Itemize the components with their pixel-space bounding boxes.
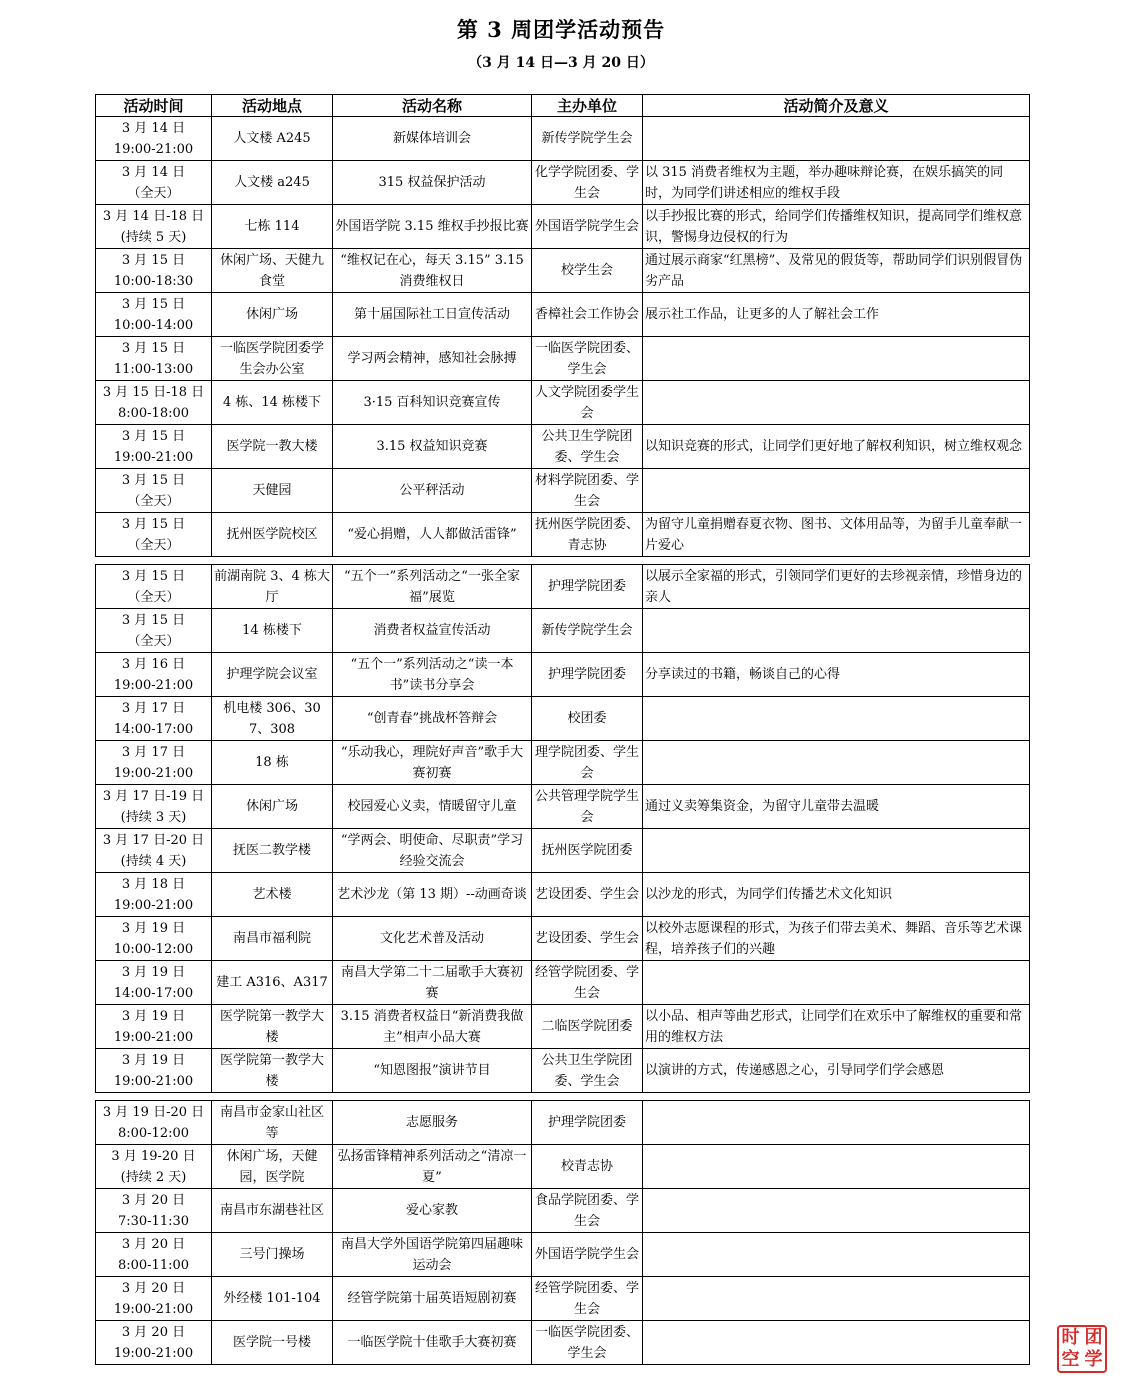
cell-time: 3 月 14 日-18 日 (持续 5 天) xyxy=(96,205,212,249)
cell-description xyxy=(643,609,1030,653)
cell-description: 以小品、相声等曲艺形式，让同学们在欢乐中了解维权的重要和常用的维权方法 xyxy=(643,1005,1030,1049)
cell-time: 3 月 14 日 19:00-21:00 xyxy=(96,117,212,161)
cell-organizer: 理学院团委、学生会 xyxy=(532,741,643,785)
cell-activity-name: 经管学院第十届英语短剧初赛 xyxy=(333,1277,532,1321)
cell-description: 通过义卖筹集资金，为留守儿童带去温暖 xyxy=(643,785,1030,829)
stamp-char: 团 xyxy=(1084,1327,1103,1348)
cell-organizer: 公共管理学院学生会 xyxy=(532,785,643,829)
cell-time: 3 月 15 日 19:00-21:00 xyxy=(96,425,212,469)
cell-organizer: 抚州医学院团委、青志协 xyxy=(532,513,643,557)
cell-organizer: 化学学院团委、学生会 xyxy=(532,161,643,205)
schedule-table-part-1 xyxy=(95,94,1030,557)
cell-time: 3 月 20 日 8:00-11:00 xyxy=(96,1233,212,1277)
cell-description xyxy=(643,1233,1030,1277)
cell-activity-name: 校园爱心义卖，情暖留守儿童 xyxy=(333,785,532,829)
table-row xyxy=(96,873,1030,917)
cell-activity-name: “爱心捐赠，人人都做活雷锋” xyxy=(333,513,532,557)
table-row xyxy=(96,829,1030,873)
cell-time: 3 月 19 日 10:00-12:00 xyxy=(96,917,212,961)
cell-organizer: 经管学院团委、学生会 xyxy=(532,1277,643,1321)
table-row xyxy=(96,609,1030,653)
cell-description xyxy=(643,469,1030,513)
cell-time: 3 月 20 日 19:00-21:00 xyxy=(96,1321,212,1365)
cell-location: 14 栋楼下 xyxy=(212,609,333,653)
cell-location: 休闲广场 xyxy=(212,785,333,829)
cell-time: 3 月 15 日-18 日 8:00-18:00 xyxy=(96,381,212,425)
cell-description: 以沙龙的形式，为同学们传播艺术文化知识 xyxy=(643,873,1030,917)
cell-location: 医学院一教大楼 xyxy=(212,425,333,469)
cell-location: 18 栋 xyxy=(212,741,333,785)
cell-organizer: 护理学院团委 xyxy=(532,653,643,697)
cell-location: 机电楼 306、307、308 xyxy=(212,697,333,741)
cell-activity-name: “学两会、明使命、尽职责”学习经验交流会 xyxy=(333,829,532,873)
cell-time: 3 月 14 日 （全天） xyxy=(96,161,212,205)
cell-location: 抚州医学院校区 xyxy=(212,513,333,557)
cell-description xyxy=(643,1189,1030,1233)
cell-organizer: 校团委 xyxy=(532,697,643,741)
cell-description xyxy=(643,1321,1030,1365)
cell-organizer: 抚州医学院团委 xyxy=(532,829,643,873)
cell-description xyxy=(643,381,1030,425)
cell-time: 3 月 19-20 日 (持续 2 天) xyxy=(96,1145,212,1189)
header-activity-name: 活动名称 xyxy=(333,95,532,117)
cell-time: 3 月 19 日 14:00-17:00 xyxy=(96,961,212,1005)
table-row xyxy=(96,785,1030,829)
cell-description: 分享读过的书籍，畅谈自己的心得 xyxy=(643,653,1030,697)
cell-activity-name: 3.15 消费者权益日“新消费我做主”相声小品大赛 xyxy=(333,1005,532,1049)
watermark-stamp-logo xyxy=(1057,1325,1107,1373)
cell-location: 护理学院会议室 xyxy=(212,653,333,697)
cell-organizer: 公共卫生学院团委、学生会 xyxy=(532,1049,643,1093)
cell-location: 天健园 xyxy=(212,469,333,513)
cell-location: 外经楼 101-104 xyxy=(212,1277,333,1321)
cell-activity-name: “知恩图报”演讲节目 xyxy=(333,1049,532,1093)
cell-time: 3 月 19 日 19:00-21:00 xyxy=(96,1049,212,1093)
cell-time: 3 月 15 日 （全天） xyxy=(96,565,212,609)
page-title: 第 3 周团学活动预告 xyxy=(456,17,666,42)
header-organizer: 主办单位 xyxy=(532,95,643,117)
cell-activity-name: “五个一”系列活动之“读一本书”读书分享会 xyxy=(333,653,532,697)
cell-activity-name: 3·15 百科知识竞赛宣传 xyxy=(333,381,532,425)
cell-organizer: 外国语学院学生会 xyxy=(532,205,643,249)
cell-location: 人文楼 A245 xyxy=(212,117,333,161)
header-location: 活动地点 xyxy=(212,95,333,117)
cell-activity-name: 消费者权益宣传活动 xyxy=(333,609,532,653)
cell-time: 3 月 20 日 19:00-21:00 xyxy=(96,1277,212,1321)
cell-organizer: 人文学院团委学生会 xyxy=(532,381,643,425)
cell-organizer: 新传学院学生会 xyxy=(532,609,643,653)
cell-description: 以校外志愿课程的形式，为孩子们带去美术、舞蹈、音乐等艺术课程，培养孩子们的兴趣 xyxy=(643,917,1030,961)
cell-organizer: 艺设团委、学生会 xyxy=(532,873,643,917)
schedule-table-part-3 xyxy=(95,1100,1030,1365)
cell-location: 休闲广场，天健园，医学院 xyxy=(212,1145,333,1189)
table-row xyxy=(96,161,1030,205)
cell-description: 以知识竞赛的形式，让同学们更好地了解权利知识，树立维权观念 xyxy=(643,425,1030,469)
cell-description xyxy=(643,697,1030,741)
table-row xyxy=(96,1101,1030,1145)
cell-location: 人文楼 a245 xyxy=(212,161,333,205)
cell-time: 3 月 15 日 （全天） xyxy=(96,469,212,513)
cell-description: 以 315 消费者维权为主题，举办趣味辩论赛，在娱乐搞笑的同时，为同学们讲述相应的维权手段 xyxy=(643,161,1030,205)
table-header-row xyxy=(96,95,1030,117)
table-row xyxy=(96,697,1030,741)
table-row xyxy=(96,1189,1030,1233)
cell-location: 4 栋、14 栋楼下 xyxy=(212,381,333,425)
cell-organizer: 食品学院团委、学生会 xyxy=(532,1189,643,1233)
cell-organizer: 公共卫生学院团委、学生会 xyxy=(532,425,643,469)
cell-description: 以展示全家福的形式，引领同学们更好的去珍视亲情，珍惜身边的亲人 xyxy=(643,565,1030,609)
cell-location: 医学院一号楼 xyxy=(212,1321,333,1365)
cell-location: 休闲广场、天健九食堂 xyxy=(212,249,333,293)
cell-organizer: 护理学院团委 xyxy=(532,565,643,609)
cell-time: 3 月 19 日-20 日 8:00-12:00 xyxy=(96,1101,212,1145)
stamp-char: 时 xyxy=(1061,1327,1080,1348)
cell-organizer: 一临医学院团委、学生会 xyxy=(532,1321,643,1365)
cell-location: 一临医学院团委学生会办公室 xyxy=(212,337,333,381)
cell-organizer: 校青志协 xyxy=(532,1145,643,1189)
cell-description: 通过展示商家“红黑榜”、及常见的假货等，帮助同学们识别假冒伪劣产品 xyxy=(643,249,1030,293)
cell-description xyxy=(643,829,1030,873)
cell-organizer: 外国语学院学生会 xyxy=(532,1233,643,1277)
cell-organizer: 二临医学院团委 xyxy=(532,1005,643,1049)
cell-description xyxy=(643,1277,1030,1321)
header-description: 活动简介及意义 xyxy=(643,95,1030,117)
cell-time: 3 月 15 日 10:00-18:30 xyxy=(96,249,212,293)
cell-time: 3 月 15 日 （全天） xyxy=(96,609,212,653)
table-row xyxy=(96,741,1030,785)
cell-description: 以手抄报比赛的形式，给同学们传播维权知识，提高同学们维权意识，警惕身边侵权的行为 xyxy=(643,205,1030,249)
cell-description xyxy=(643,337,1030,381)
stamp-char: 空 xyxy=(1061,1349,1080,1370)
cell-description xyxy=(643,741,1030,785)
cell-location: 七栋 114 xyxy=(212,205,333,249)
cell-time: 3 月 16 日 19:00-21:00 xyxy=(96,653,212,697)
table-row xyxy=(96,653,1030,697)
cell-activity-name: 南昌大学外国语学院第四届趣味运动会 xyxy=(333,1233,532,1277)
table-row xyxy=(96,565,1030,609)
cell-activity-name: 学习两会精神，感知社会脉搏 xyxy=(333,337,532,381)
table-row xyxy=(96,1233,1030,1277)
table-row xyxy=(96,1321,1030,1365)
cell-location: 前湖南院 3、4 栋大厅 xyxy=(212,565,333,609)
cell-location: 休闲广场 xyxy=(212,293,333,337)
table-row xyxy=(96,1145,1030,1189)
header-time: 活动时间 xyxy=(96,95,212,117)
cell-location: 南昌市金家山社区等 xyxy=(212,1101,333,1145)
page-subtitle: （3 月 14 日—3 月 20 日） xyxy=(468,55,654,71)
cell-description xyxy=(643,1145,1030,1189)
cell-time: 3 月 18 日 19:00-21:00 xyxy=(96,873,212,917)
cell-location: 艺术楼 xyxy=(212,873,333,917)
cell-activity-name: “创青春”挑战杯答辩会 xyxy=(333,697,532,741)
cell-location: 医学院第一教学大楼 xyxy=(212,1005,333,1049)
cell-organizer: 护理学院团委 xyxy=(532,1101,643,1145)
cell-activity-name: “维权记在心，每天 3.15” 3.15 消费维权日 xyxy=(333,249,532,293)
cell-activity-name: 南昌大学第二十二届歌手大赛初赛 xyxy=(333,961,532,1005)
table-row xyxy=(96,205,1030,249)
table-row xyxy=(96,513,1030,557)
table-row xyxy=(96,1049,1030,1093)
cell-location: 三号门操场 xyxy=(212,1233,333,1277)
cell-description: 以演讲的方式，传递感恩之心，引导同学们学会感恩 xyxy=(643,1049,1030,1093)
cell-activity-name: 外国语学院 3.15 维权手抄报比赛 xyxy=(333,205,532,249)
stamp-char: 学 xyxy=(1084,1349,1103,1370)
cell-organizer: 香樟社会工作协会 xyxy=(532,293,643,337)
cell-activity-name: 3.15 权益知识竞赛 xyxy=(333,425,532,469)
cell-time: 3 月 15 日 （全天） xyxy=(96,513,212,557)
cell-time: 3 月 15 日 11:00-13:00 xyxy=(96,337,212,381)
cell-activity-name: “乐动我心，理院好声音”歌手大赛初赛 xyxy=(333,741,532,785)
cell-description xyxy=(643,117,1030,161)
cell-time: 3 月 17 日-19 日 (持续 3 天) xyxy=(96,785,212,829)
table-row xyxy=(96,1005,1030,1049)
cell-time: 3 月 15 日 10:00-14:00 xyxy=(96,293,212,337)
cell-activity-name: 志愿服务 xyxy=(333,1101,532,1145)
cell-location: 建工 A316、A317 xyxy=(212,961,333,1005)
table-row xyxy=(96,249,1030,293)
cell-time: 3 月 20 日 7:30-11:30 xyxy=(96,1189,212,1233)
table-row xyxy=(96,917,1030,961)
cell-time: 3 月 17 日 14:00-17:00 xyxy=(96,697,212,741)
table-row xyxy=(96,961,1030,1005)
cell-organizer: 材料学院团委、学生会 xyxy=(532,469,643,513)
cell-activity-name: 弘扬雷锋精神系列活动之“清凉一夏” xyxy=(333,1145,532,1189)
schedule-table-part-2 xyxy=(95,564,1030,1093)
cell-location: 南昌市福利院 xyxy=(212,917,333,961)
cell-organizer: 新传学院学生会 xyxy=(532,117,643,161)
cell-description: 为留守儿童捐赠春夏衣物、图书、文体用品等，为留手儿童奉献一片爱心 xyxy=(643,513,1030,557)
table-row xyxy=(96,1277,1030,1321)
cell-activity-name: 文化艺术普及活动 xyxy=(333,917,532,961)
cell-time: 3 月 17 日 19:00-21:00 xyxy=(96,741,212,785)
cell-organizer: 艺设团委、学生会 xyxy=(532,917,643,961)
cell-activity-name: 爱心家教 xyxy=(333,1189,532,1233)
table-row xyxy=(96,425,1030,469)
cell-activity-name: 一临医学院十佳歌手大赛初赛 xyxy=(333,1321,532,1365)
cell-activity-name: “五个一”系列活动之“一张全家福”展览 xyxy=(333,565,532,609)
cell-location: 南昌市东湖巷社区 xyxy=(212,1189,333,1233)
cell-description: 展示社工作品，让更多的人了解社会工作 xyxy=(643,293,1030,337)
table-row xyxy=(96,337,1030,381)
table-row xyxy=(96,293,1030,337)
cell-description xyxy=(643,1101,1030,1145)
cell-activity-name: 第十届国际社工日宣传活动 xyxy=(333,293,532,337)
cell-location: 医学院第一教学大楼 xyxy=(212,1049,333,1093)
cell-organizer: 校学生会 xyxy=(532,249,643,293)
cell-activity-name: 新媒体培训会 xyxy=(333,117,532,161)
cell-description xyxy=(643,961,1030,1005)
cell-organizer: 经管学院团委、学生会 xyxy=(532,961,643,1005)
table-row xyxy=(96,117,1030,161)
cell-location: 抚医二教学楼 xyxy=(212,829,333,873)
cell-activity-name: 艺术沙龙（第 13 期）--动画奇谈 xyxy=(333,873,532,917)
cell-activity-name: 公平秤活动 xyxy=(333,469,532,513)
cell-time: 3 月 17 日-20 日 (持续 4 天) xyxy=(96,829,212,873)
cell-time: 3 月 19 日 19:00-21:00 xyxy=(96,1005,212,1049)
table-row xyxy=(96,381,1030,425)
table-row xyxy=(96,469,1030,513)
cell-activity-name: 315 权益保护活动 xyxy=(333,161,532,205)
cell-organizer: 一临医学院团委、学生会 xyxy=(532,337,643,381)
